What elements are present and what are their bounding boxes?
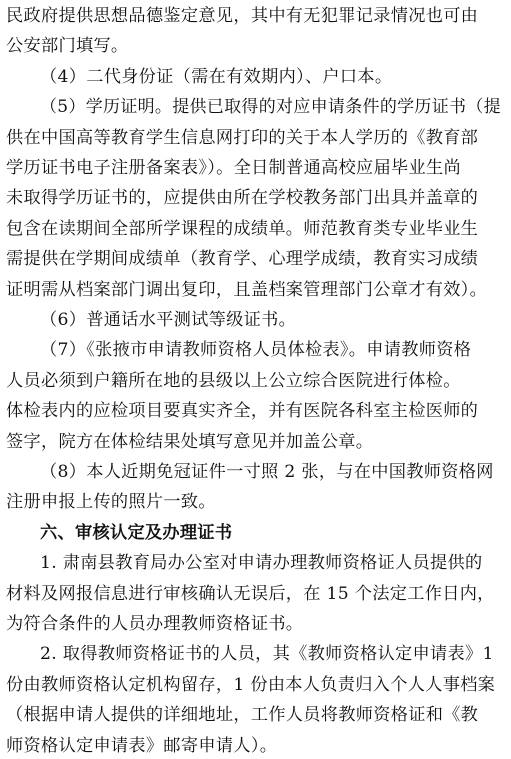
text-line: 签字，院方在体检结果处填写意见并加盖公章。 [6, 431, 374, 452]
text-line: 人员必须到户籍所在地的县级以上公立综合医院进行体检。 [6, 370, 461, 391]
text-line: 材料及网报信息进行审核确认无误后，在 15 个法定工作日内， [6, 583, 495, 604]
text-line: 未取得学历证书的，应提供由所在学校教务部门出具并盖章的 [6, 188, 479, 209]
text-line: 公安部门填写。 [6, 36, 129, 57]
text-line: （5）学历证明。提供已取得的对应申请条件的学历证书（提 [40, 97, 501, 118]
text-line: 为符合条件的人员办理教师资格证书。 [6, 614, 304, 634]
text-line: （8）本人近期免冠证件一寸照 2 张，与在中国教师资格网 [40, 462, 494, 482]
text-line: 2. 取得教师资格证书的人员，其《教师资格认定申请表》1 [40, 644, 494, 665]
text-line: 学历证书电子注册备案表》）。全日制普通高校应届毕业生尚 [6, 158, 461, 178]
text-line: 民政府提供思想品德鉴定意见，其中有无犯罪记录情况也可由 [6, 6, 479, 26]
text-line: 体检表内的应检项目要真实齐全，并有医院各科室主检医师的 [6, 401, 479, 422]
text-line: （7）《张掖市申请教师资格人员体检表》。申请教师资格 [40, 340, 472, 361]
text-line: 需提供在学期间成绩单（教育学、心理学成绩，教育实习成绩 [6, 249, 479, 270]
text-line: （4）二代身份证（需在有效期内）、户口本。 [40, 66, 393, 87]
text-line: 包含在读期间全部所学课程的成绩单。师范教育类专业毕业生 [6, 218, 479, 239]
text-line: 供在中国高等教育学生信息网打印的关于本人学历的《教育部 [6, 127, 479, 148]
text-line: （6）普通话水平测试等级证书。 [40, 310, 297, 330]
text-line: 师资格认定申请表》邮寄申请人）。 [6, 735, 278, 756]
text-line: 份由教师资格认定机构留存，1 份由本人负责归入个人人事档案 [6, 674, 496, 695]
text-line: 1. 肃南县教育局办公室对申请办理教师资格证人员提供的 [40, 553, 483, 574]
section-heading: 六、审核认定及办理证书 [40, 522, 233, 543]
text-line: 注册申报上传的照片一致。 [6, 492, 216, 513]
text-line: （根据申请人提供的详细地址，工作人员将教师资格证和《教 [6, 705, 479, 726]
text-line: 证明需从档案部门调出复印，且盖档案管理部门公章才有效）。 [6, 279, 488, 300]
